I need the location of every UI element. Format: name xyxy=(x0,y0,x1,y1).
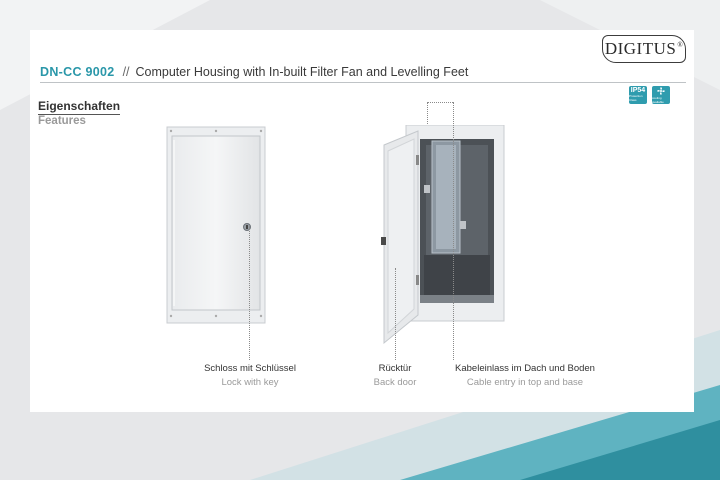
product-header xyxy=(40,65,468,79)
closed-cabinet-image xyxy=(166,126,266,324)
callout-cable-entry: Kabeleinlass im Dach und Boden Cable entry in top and base xyxy=(455,363,595,388)
cable-callout-line-top xyxy=(427,102,453,103)
header-separator: // xyxy=(122,65,130,79)
lock-callout-line xyxy=(249,226,250,360)
open-cabinet-image xyxy=(376,125,526,355)
door-handle-icon xyxy=(381,237,386,245)
feature-badges xyxy=(629,86,670,104)
cable-callout-line-right xyxy=(453,102,454,360)
backdoor-callout-line xyxy=(395,268,396,360)
cable-callout-line-left xyxy=(427,102,428,124)
features-heading-en: Features xyxy=(38,115,86,127)
digitus-logo: DIGITUS ® xyxy=(602,35,686,63)
product-title: Computer Housing with In-built Filter Fan and Levelling Feet xyxy=(135,65,469,79)
content-card xyxy=(30,30,694,412)
callout-lock: Schloss mit Schlüssel Lock with key xyxy=(204,363,296,388)
header-divider xyxy=(40,82,686,83)
product-code: DN-CC 9002 xyxy=(40,65,115,79)
features-heading-de: Eigenschaften xyxy=(38,99,121,113)
fan-badge-icon: cooling available xyxy=(652,86,670,104)
ip54-badge-icon: IP54 Protection Class xyxy=(629,87,646,102)
callout-back-door: Rücktür Back door xyxy=(373,363,417,388)
